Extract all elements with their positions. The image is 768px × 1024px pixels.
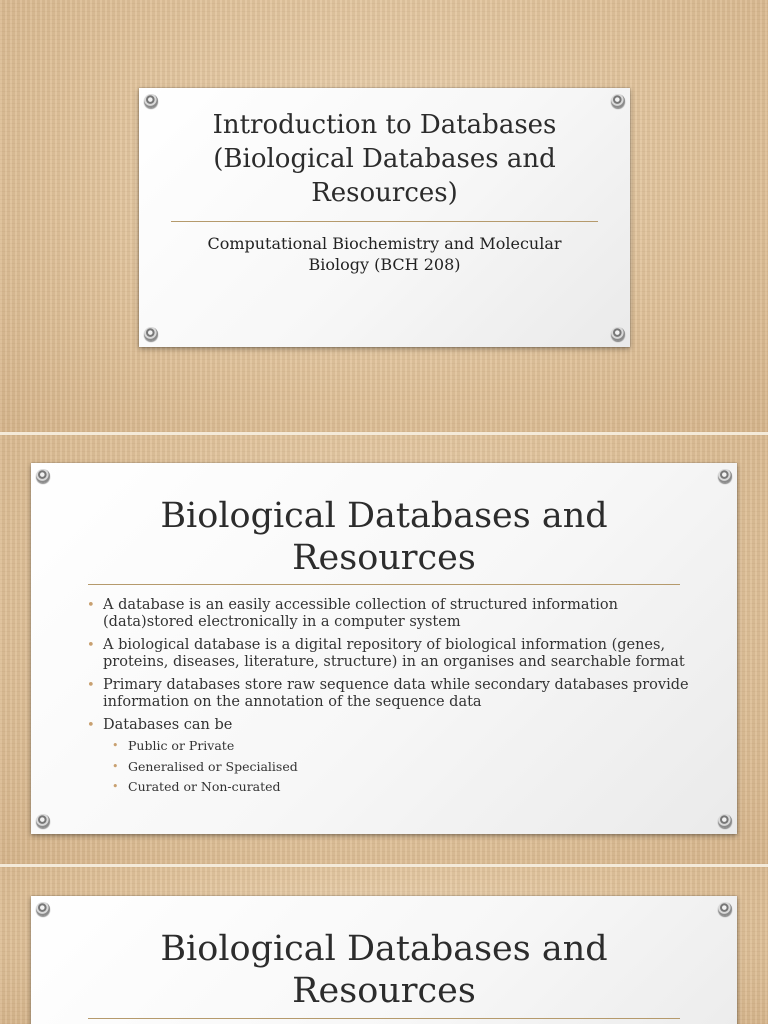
bullet-item: • A database is an easily accessible collection of structured information (data)stored electronically in a computer system <box>87 597 618 630</box>
divider <box>88 584 680 585</box>
bullet-list <box>87 597 727 800</box>
slide-title: Biological Databases and Resources <box>160 496 608 578</box>
content-card <box>31 896 737 1024</box>
pin-icon <box>144 327 158 341</box>
sub-bullet-item: • Public or Private <box>112 738 235 753</box>
slide-2 <box>0 435 768 864</box>
divider <box>88 1018 680 1019</box>
pin-icon <box>36 814 50 828</box>
slide-subtitle: Computational Biochemistry and Molecular Biology (BCH 208) <box>207 234 562 274</box>
pin-icon <box>718 902 732 916</box>
slide-1 <box>0 0 768 432</box>
bullet-item: • Primary databases store raw sequence data while secondary databases provide information on the annotation of the sequence data <box>87 677 689 710</box>
title-card <box>139 88 630 347</box>
pin-icon <box>36 902 50 916</box>
slide-3 <box>0 867 768 1024</box>
pin-icon <box>611 327 625 341</box>
pin-icon <box>718 814 732 828</box>
pin-icon <box>36 469 50 483</box>
bullet-item: • A biological database is a digital repository of biological information (genes, proteins, diseases, literature, structure) in an organises and searchable format <box>87 637 685 670</box>
content-card <box>31 463 737 834</box>
bullet-item: • Databases can be <box>87 717 233 733</box>
pin-icon <box>718 469 732 483</box>
slide-title: Biological Databases and Resources <box>160 929 608 1011</box>
sub-bullet-item: • Generalised or Specialised <box>112 758 298 774</box>
sub-bullet-item: • Curated or Non-curated <box>112 779 281 794</box>
pin-icon <box>611 94 625 108</box>
slide-title: Introduction to Databases (Biological Databases and Resources) <box>212 110 557 208</box>
pin-icon <box>144 94 158 108</box>
divider <box>171 221 598 222</box>
